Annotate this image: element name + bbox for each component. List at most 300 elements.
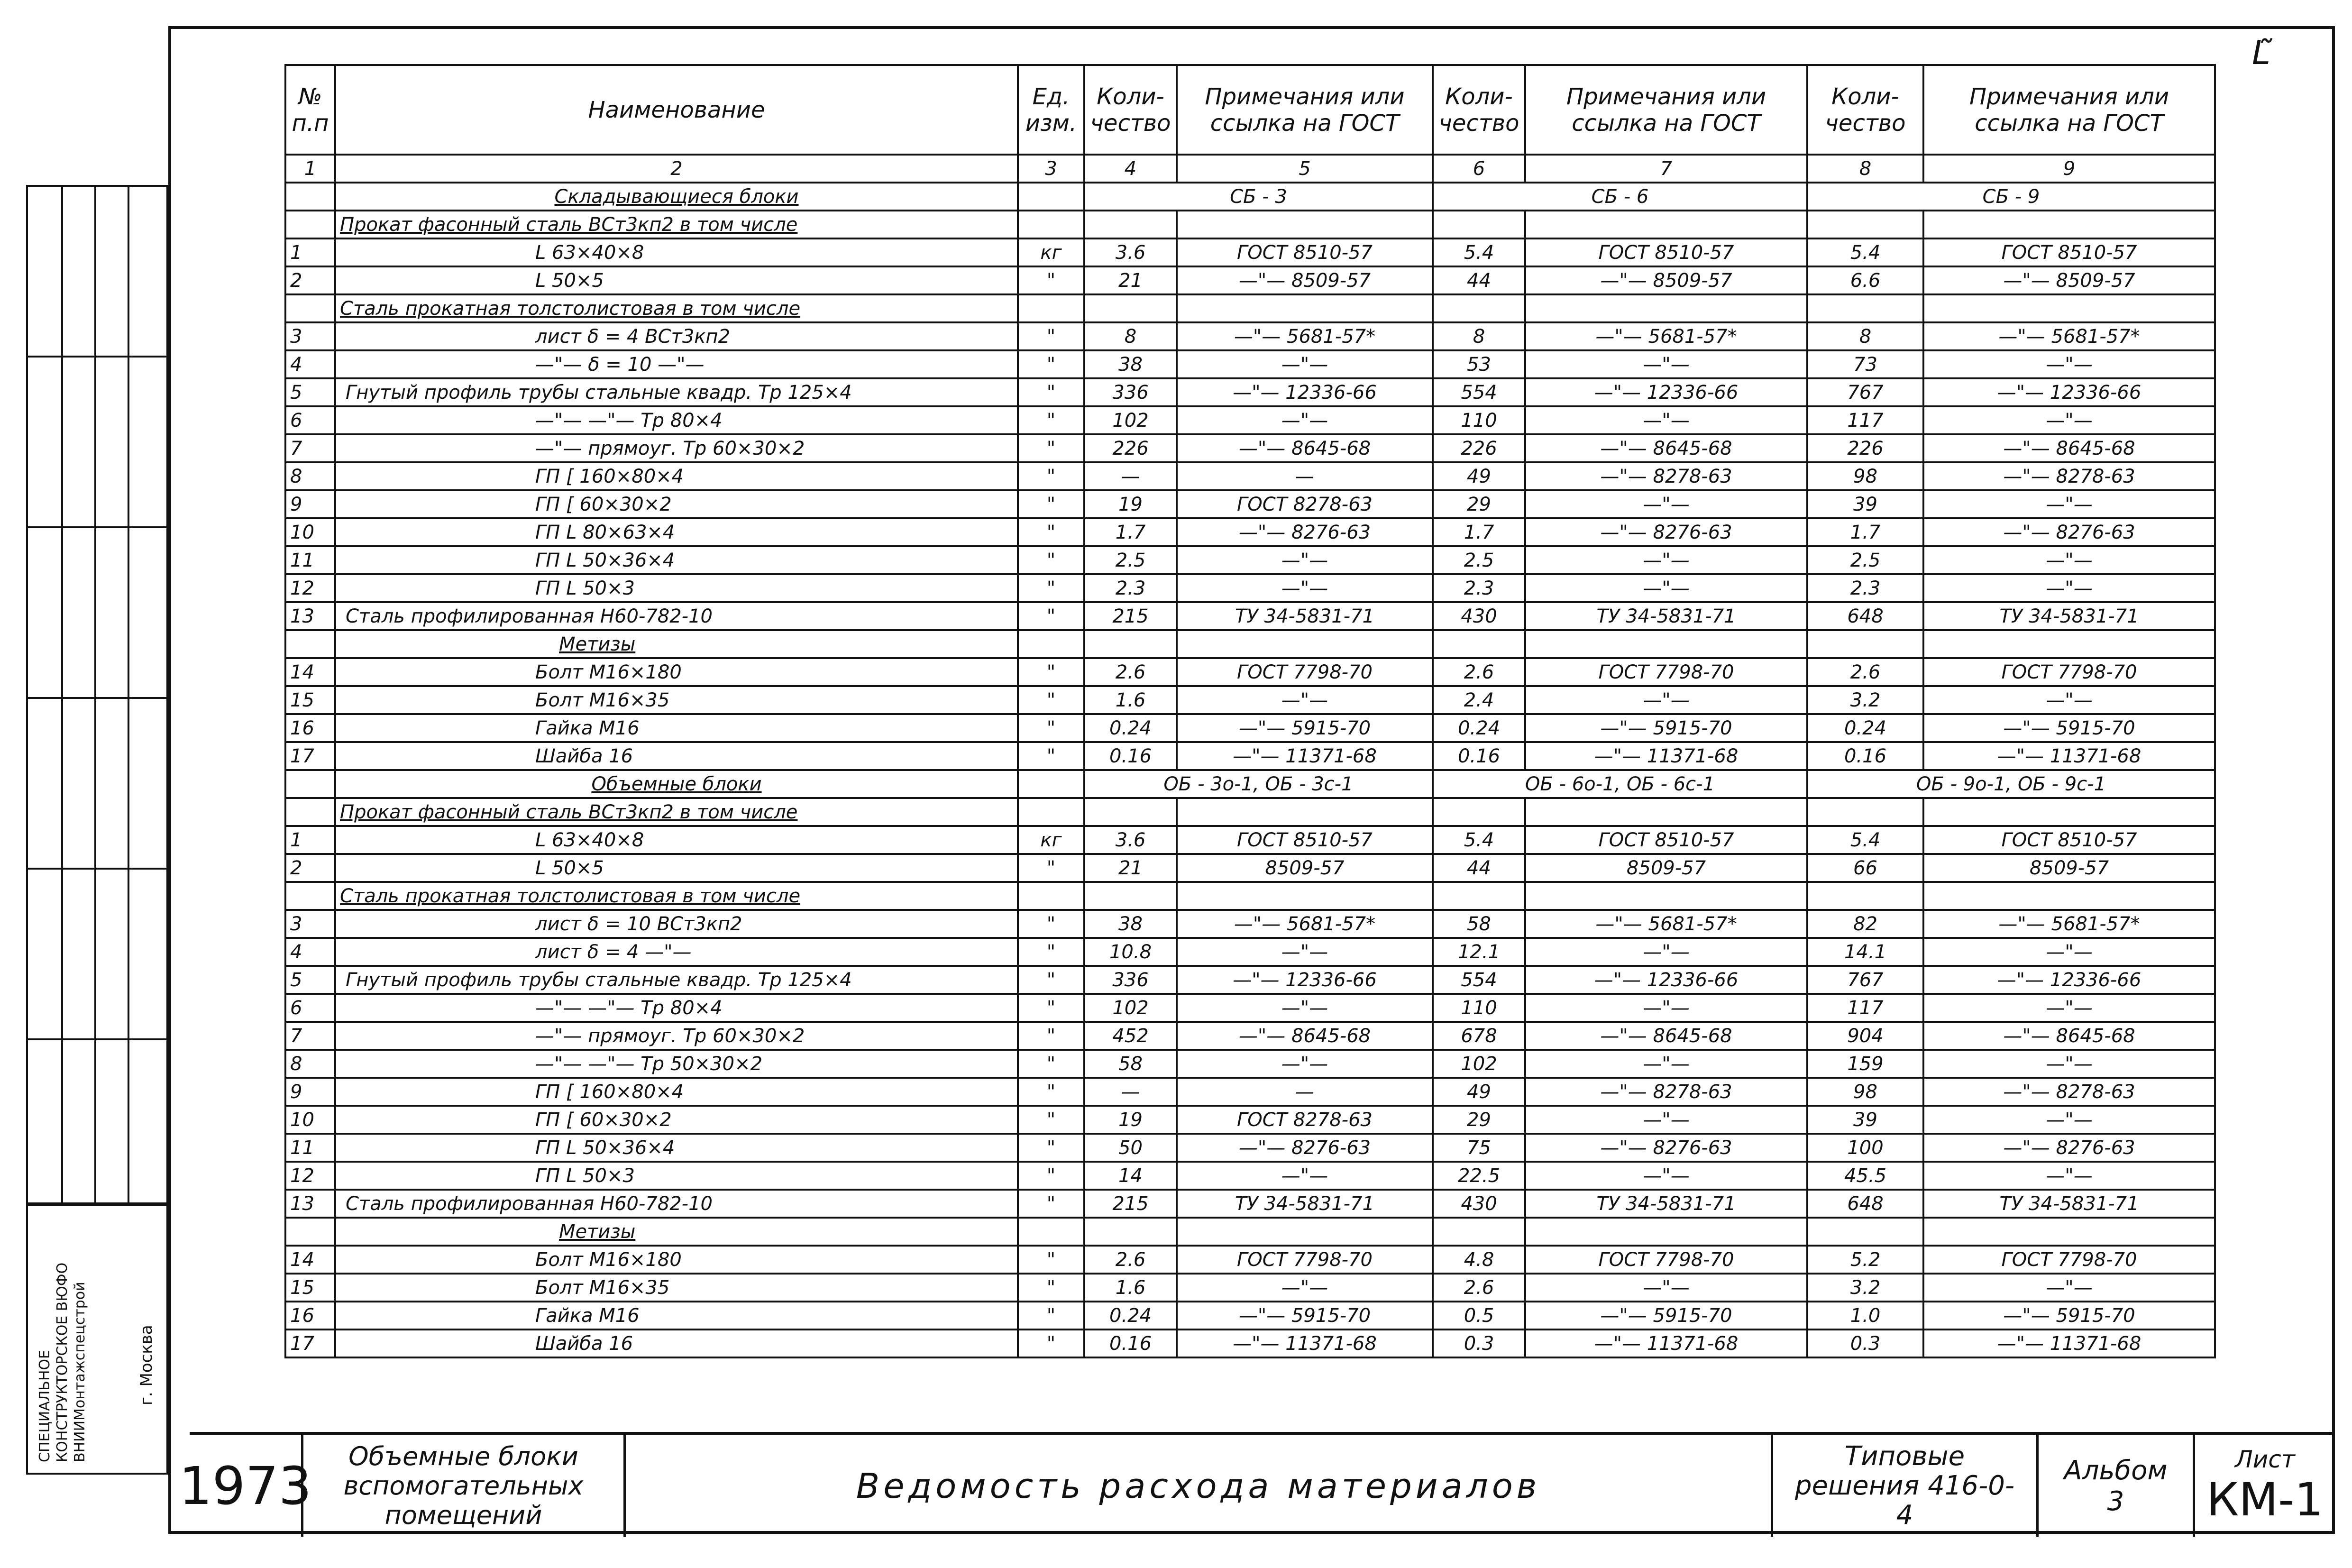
group-label-1: СБ - 3	[1084, 183, 1433, 211]
unit: "	[1018, 322, 1084, 350]
table-row	[285, 434, 2215, 462]
item-name: Шайба 16	[335, 742, 1018, 770]
item-name: Метизы	[335, 630, 1018, 658]
corner-stamp: ᒪ̃	[2252, 33, 2270, 72]
colnum: 4	[1084, 155, 1177, 183]
row-number: 8	[285, 1050, 335, 1078]
note-3: —"— 5681-57*	[1923, 910, 2215, 938]
note-1: —"— 12336-66	[1177, 378, 1433, 406]
qty-1: 336	[1084, 378, 1177, 406]
qty-2: 2.3	[1433, 574, 1525, 602]
qty-2: 102	[1433, 1050, 1525, 1078]
note-2: ТУ 34-5831-71	[1525, 602, 1807, 630]
unit: "	[1018, 686, 1084, 714]
column-number-row	[285, 155, 2215, 183]
note-1: 8509-57	[1177, 854, 1433, 882]
qty-1: 3.6	[1084, 238, 1177, 266]
group-label-3: ОБ - 9о-1, ОБ - 9с-1	[1807, 770, 2215, 798]
qty-3: 39	[1807, 1106, 1923, 1134]
materials-table	[284, 64, 2216, 1358]
qty-3: 2.5	[1807, 546, 1923, 574]
table-row	[285, 1106, 2215, 1134]
qty-1: 452	[1084, 1022, 1177, 1050]
table-row	[285, 462, 2215, 490]
title-document: Ведомость расхода материалов	[626, 1435, 1773, 1537]
row-number: 12	[285, 574, 335, 602]
qty-1	[1084, 882, 1177, 910]
unit: "	[1018, 994, 1084, 1022]
header-qty-2: Коли-чество	[1433, 65, 1525, 155]
qty-2: 5.4	[1433, 826, 1525, 854]
qty-3: 3.2	[1807, 686, 1923, 714]
table-row	[285, 882, 2215, 910]
note-2: —"— 5681-57*	[1525, 322, 1807, 350]
qty-3	[1807, 1218, 1923, 1246]
left-stamp-strip	[26, 185, 168, 1475]
unit: "	[1018, 602, 1084, 630]
table-row	[285, 714, 2215, 742]
note-1: —"— 8509-57	[1177, 266, 1433, 294]
note-2: —"—	[1525, 1106, 1807, 1134]
unit: "	[1018, 1078, 1084, 1106]
qty-3: 226	[1807, 434, 1923, 462]
item-name: Гнутый профиль трубы стальные квадр. Тр 125×4	[335, 966, 1018, 994]
qty-3: 8	[1807, 322, 1923, 350]
note-3: —"—	[1923, 350, 2215, 378]
unit: "	[1018, 406, 1084, 434]
qty-2: 53	[1433, 350, 1525, 378]
unit: кг	[1018, 238, 1084, 266]
note-1: ГОСТ 8510-57	[1177, 826, 1433, 854]
unit: "	[1018, 546, 1084, 574]
group-label-3: СБ - 9	[1807, 183, 2215, 211]
note-1: —"— 8276-63	[1177, 1134, 1433, 1162]
row-number: 11	[285, 546, 335, 574]
note-1: —"— 8645-68	[1177, 434, 1433, 462]
item-name: Сталь прокатная толстолистовая в том числе	[335, 882, 1018, 910]
unit: "	[1018, 1050, 1084, 1078]
colnum: 8	[1807, 155, 1923, 183]
colnum: 7	[1525, 155, 1807, 183]
unit: "	[1018, 658, 1084, 686]
item-name: Гайка М16	[335, 714, 1018, 742]
qty-2: 2.5	[1433, 546, 1525, 574]
org-line-3: ВНИИМонтажспецстрой	[72, 1282, 88, 1462]
note-1: —"— 5915-70	[1177, 714, 1433, 742]
note-1	[1177, 211, 1433, 238]
row-number: 7	[285, 434, 335, 462]
qty-1: 215	[1084, 1190, 1177, 1218]
note-1: —"— 8645-68	[1177, 1022, 1433, 1050]
qty-1	[1084, 798, 1177, 826]
unit: "	[1018, 462, 1084, 490]
unit: "	[1018, 490, 1084, 518]
stamp-row-lines	[26, 185, 168, 1204]
organization-block	[26, 1204, 168, 1475]
note-3: —"—	[1923, 1162, 2215, 1190]
item-name: ГП [ 160×80×4	[335, 1078, 1018, 1106]
note-1	[1177, 630, 1433, 658]
qty-2: 1.7	[1433, 518, 1525, 546]
note-3: ТУ 34-5831-71	[1923, 1190, 2215, 1218]
item-name: Болт М16×35	[335, 686, 1018, 714]
qty-2	[1433, 211, 1525, 238]
qty-1: 215	[1084, 602, 1177, 630]
note-2: —"—	[1525, 490, 1807, 518]
note-3: —"— 5915-70	[1923, 714, 2215, 742]
unit	[1018, 882, 1084, 910]
title-series: Типовые решения 416-0-4	[1773, 1435, 2039, 1537]
note-2: —"—	[1525, 574, 1807, 602]
unit: "	[1018, 1274, 1084, 1302]
org-line-2: КОНСТРУКТОРСКОЕ ВЮФО	[54, 1262, 71, 1462]
title-object: Объемные блоки вспомогательных помещений	[303, 1435, 626, 1537]
item-name: ГП [ 160×80×4	[335, 462, 1018, 490]
table-row	[285, 798, 2215, 826]
table-row	[285, 574, 2215, 602]
qty-1: 2.5	[1084, 546, 1177, 574]
item-name: Болт М16×35	[335, 1274, 1018, 1302]
note-3	[1923, 211, 2215, 238]
table-row	[285, 826, 2215, 854]
qty-1: 14	[1084, 1162, 1177, 1190]
table-row	[285, 910, 2215, 938]
note-2: —"— 12336-66	[1525, 966, 1807, 994]
note-1	[1177, 1218, 1433, 1246]
note-1: —"—	[1177, 1050, 1433, 1078]
colnum: 2	[335, 155, 1018, 183]
qty-2: 5.4	[1433, 238, 1525, 266]
note-1: —	[1177, 1078, 1433, 1106]
note-1: —"— 5681-57*	[1177, 910, 1433, 938]
item-name: Прокат фасонный сталь ВСт3кп2 в том числе	[335, 798, 1018, 826]
section-header-row	[285, 183, 2215, 211]
table-row	[285, 1078, 2215, 1106]
note-1: —"— 11371-68	[1177, 742, 1433, 770]
qty-3: 0.16	[1807, 742, 1923, 770]
note-1: —"—	[1177, 1274, 1433, 1302]
note-1: ГОСТ 7798-70	[1177, 1246, 1433, 1274]
note-1: —"— 5681-57*	[1177, 322, 1433, 350]
note-3: —"— 5915-70	[1923, 1302, 2215, 1330]
header-note-3: Примечания или ссылка на ГОСТ	[1923, 65, 2215, 155]
unit: "	[1018, 266, 1084, 294]
row-number: 13	[285, 1190, 335, 1218]
qty-1: 38	[1084, 350, 1177, 378]
note-2: ГОСТ 7798-70	[1525, 658, 1807, 686]
note-3: —"— 8509-57	[1923, 266, 2215, 294]
note-3	[1923, 630, 2215, 658]
qty-2: 44	[1433, 854, 1525, 882]
row-number: 4	[285, 350, 335, 378]
qty-3: 5.4	[1807, 826, 1923, 854]
note-2: ТУ 34-5831-71	[1525, 1190, 1807, 1218]
row-number: 13	[285, 602, 335, 630]
row-number: 5	[285, 378, 335, 406]
note-2	[1525, 882, 1807, 910]
note-3: —"—	[1923, 546, 2215, 574]
note-2	[1525, 798, 1807, 826]
qty-3: 6.6	[1807, 266, 1923, 294]
qty-1: 0.24	[1084, 1302, 1177, 1330]
qty-3: 2.3	[1807, 574, 1923, 602]
row-number: 2	[285, 854, 335, 882]
qty-2: 44	[1433, 266, 1525, 294]
unit: "	[1018, 938, 1084, 966]
note-3: —"—	[1923, 574, 2215, 602]
qty-2: 110	[1433, 994, 1525, 1022]
qty-1: 102	[1084, 994, 1177, 1022]
table-row	[285, 686, 2215, 714]
title-sheet	[2195, 1435, 2335, 1537]
note-2: —"— 11371-68	[1525, 1330, 1807, 1357]
item-name: лист δ = 10 ВСт3кп2	[335, 910, 1018, 938]
qty-2	[1433, 882, 1525, 910]
colnum: 9	[1923, 155, 2215, 183]
item-name: ГП L 50×3	[335, 1162, 1018, 1190]
note-2	[1525, 1218, 1807, 1246]
qty-1	[1084, 1218, 1177, 1246]
item-name: —"— —"— Тр 80×4	[335, 406, 1018, 434]
note-3: —"—	[1923, 490, 2215, 518]
section-header-row	[285, 770, 2215, 798]
note-3: ГОСТ 7798-70	[1923, 1246, 2215, 1274]
table-row	[285, 658, 2215, 686]
table-row	[285, 1330, 2215, 1357]
note-3: —"— 11371-68	[1923, 1330, 2215, 1357]
unit	[1018, 294, 1084, 322]
colnum: 3	[1018, 155, 1084, 183]
note-1: ТУ 34-5831-71	[1177, 602, 1433, 630]
materials-table-container	[284, 64, 2216, 1358]
group-label-2: ОБ - 6о-1, ОБ - 6с-1	[1433, 770, 1807, 798]
table-row	[285, 1134, 2215, 1162]
qty-2: 110	[1433, 406, 1525, 434]
item-name: ГП L 80×63×4	[335, 518, 1018, 546]
qty-3: 39	[1807, 490, 1923, 518]
qty-2: 0.16	[1433, 742, 1525, 770]
note-2: —"—	[1525, 406, 1807, 434]
qty-1: 38	[1084, 910, 1177, 938]
qty-2: 2.6	[1433, 658, 1525, 686]
qty-3: 648	[1807, 1190, 1923, 1218]
table-row	[285, 1246, 2215, 1274]
item-name: Метизы	[335, 1218, 1018, 1246]
qty-3: 66	[1807, 854, 1923, 882]
item-name: —"— δ = 10 —"—	[335, 350, 1018, 378]
note-3: —"— 8278-63	[1923, 1078, 2215, 1106]
table-row	[285, 211, 2215, 238]
qty-2: 4.8	[1433, 1246, 1525, 1274]
qty-1: 0.16	[1084, 1330, 1177, 1357]
unit: "	[1018, 518, 1084, 546]
qty-2: 2.6	[1433, 1274, 1525, 1302]
item-name: —"— прямоуг. Тр 60×30×2	[335, 434, 1018, 462]
section-title: Объемные блоки	[335, 770, 1018, 798]
note-1: —"—	[1177, 574, 1433, 602]
note-1	[1177, 798, 1433, 826]
header-row	[285, 65, 2215, 155]
note-3: —"—	[1923, 686, 2215, 714]
row-number: 4	[285, 938, 335, 966]
note-1: —"—	[1177, 686, 1433, 714]
qty-3: 3.2	[1807, 1274, 1923, 1302]
note-1: —"— 8276-63	[1177, 518, 1433, 546]
item-name: Сталь профилированная Н60-782-10	[335, 1190, 1018, 1218]
qty-1: 21	[1084, 854, 1177, 882]
note-3: ТУ 34-5831-71	[1923, 602, 2215, 630]
table-row	[285, 1274, 2215, 1302]
qty-1: 19	[1084, 1106, 1177, 1134]
qty-1: 10.8	[1084, 938, 1177, 966]
unit: "	[1018, 1190, 1084, 1218]
qty-2: 22.5	[1433, 1162, 1525, 1190]
qty-3: 98	[1807, 1078, 1923, 1106]
cell-blank	[285, 183, 335, 211]
note-2: —"— 8645-68	[1525, 434, 1807, 462]
qty-1: 1.7	[1084, 518, 1177, 546]
section-title: Складывающиеся блоки	[335, 183, 1018, 211]
note-1: ГОСТ 8278-63	[1177, 1106, 1433, 1134]
item-name: —"— —"— Тр 50×30×2	[335, 1050, 1018, 1078]
qty-2: 430	[1433, 602, 1525, 630]
qty-2: 430	[1433, 1190, 1525, 1218]
row-number	[285, 294, 335, 322]
item-name: Прокат фасонный сталь ВСт3кп2 в том числе	[335, 211, 1018, 238]
note-3	[1923, 1218, 2215, 1246]
note-1: —"—	[1177, 938, 1433, 966]
note-2: —"—	[1525, 350, 1807, 378]
qty-1: —	[1084, 462, 1177, 490]
qty-2: 49	[1433, 1078, 1525, 1106]
qty-2: 554	[1433, 966, 1525, 994]
item-name: L 63×40×8	[335, 238, 1018, 266]
row-number	[285, 211, 335, 238]
row-number: 10	[285, 1106, 335, 1134]
table-row	[285, 518, 2215, 546]
qty-1	[1084, 294, 1177, 322]
note-1: —"— 12336-66	[1177, 966, 1433, 994]
note-3: —"— 8645-68	[1923, 1022, 2215, 1050]
unit	[1018, 1218, 1084, 1246]
unit: "	[1018, 854, 1084, 882]
note-1	[1177, 882, 1433, 910]
row-number: 8	[285, 462, 335, 490]
note-3: —"— 8278-63	[1923, 462, 2215, 490]
table-row	[285, 742, 2215, 770]
note-3: —"— 5681-57*	[1923, 322, 2215, 350]
note-3: —"—	[1923, 1106, 2215, 1134]
item-name: Болт М16×180	[335, 1246, 1018, 1274]
qty-2: 0.5	[1433, 1302, 1525, 1330]
qty-1: 336	[1084, 966, 1177, 994]
org-line-1: СПЕЦИАЛЬНОЕ	[37, 1350, 53, 1462]
unit: "	[1018, 1162, 1084, 1190]
header-qty-1: Коли-чество	[1084, 65, 1177, 155]
unit: "	[1018, 1106, 1084, 1134]
qty-3: 100	[1807, 1134, 1923, 1162]
note-3: —"— 8645-68	[1923, 434, 2215, 462]
row-number: 17	[285, 742, 335, 770]
item-name: L 50×5	[335, 266, 1018, 294]
unit: "	[1018, 350, 1084, 378]
note-2: —"— 8278-63	[1525, 462, 1807, 490]
note-2: —"— 5681-57*	[1525, 910, 1807, 938]
table-row	[285, 1218, 2215, 1246]
album-label: Альбом	[2064, 1455, 2168, 1486]
qty-1: 102	[1084, 406, 1177, 434]
unit: "	[1018, 434, 1084, 462]
title-block	[179, 1432, 2335, 1537]
row-number: 1	[285, 826, 335, 854]
qty-3	[1807, 798, 1923, 826]
cell-blank	[1018, 183, 1084, 211]
qty-3	[1807, 882, 1923, 910]
item-name: лист δ = 4 —"—	[335, 938, 1018, 966]
note-1: —"—	[1177, 406, 1433, 434]
qty-2: 29	[1433, 490, 1525, 518]
qty-3: 767	[1807, 378, 1923, 406]
row-number: 17	[285, 1330, 335, 1357]
qty-3: 767	[1807, 966, 1923, 994]
note-1: —"—	[1177, 350, 1433, 378]
qty-2: 226	[1433, 434, 1525, 462]
item-name: Сталь прокатная толстолистовая в том числе	[335, 294, 1018, 322]
qty-2: 678	[1433, 1022, 1525, 1050]
qty-3: 1.0	[1807, 1302, 1923, 1330]
qty-3: 98	[1807, 462, 1923, 490]
row-number: 3	[285, 322, 335, 350]
section-volume-blocks	[285, 770, 2215, 1357]
qty-3: 648	[1807, 602, 1923, 630]
qty-3	[1807, 294, 1923, 322]
qty-1: 1.6	[1084, 686, 1177, 714]
table-row	[285, 490, 2215, 518]
item-name: лист δ = 4 ВСт3кп2	[335, 322, 1018, 350]
note-2: —"—	[1525, 686, 1807, 714]
qty-2	[1433, 294, 1525, 322]
table-row	[285, 350, 2215, 378]
qty-3: 0.3	[1807, 1330, 1923, 1357]
note-3: —"— 11371-68	[1923, 742, 2215, 770]
note-3: —"— 8276-63	[1923, 518, 2215, 546]
qty-3: 159	[1807, 1050, 1923, 1078]
item-name: ГП [ 60×30×2	[335, 1106, 1018, 1134]
qty-2	[1433, 1218, 1525, 1246]
note-1: ГОСТ 7798-70	[1177, 658, 1433, 686]
qty-3: 82	[1807, 910, 1923, 938]
note-2: —"—	[1525, 1050, 1807, 1078]
sheet-label: Лист	[2235, 1445, 2295, 1473]
note-3: —"—	[1923, 938, 2215, 966]
qty-1: 2.6	[1084, 1246, 1177, 1274]
table-row	[285, 630, 2215, 658]
row-number: 14	[285, 658, 335, 686]
unit: "	[1018, 1246, 1084, 1274]
note-2: —"—	[1525, 1274, 1807, 1302]
note-3: ГОСТ 8510-57	[1923, 238, 2215, 266]
row-number: 12	[285, 1162, 335, 1190]
table-row	[285, 994, 2215, 1022]
unit: "	[1018, 1022, 1084, 1050]
qty-2: 58	[1433, 910, 1525, 938]
qty-2	[1433, 798, 1525, 826]
note-2: ГОСТ 8510-57	[1525, 826, 1807, 854]
note-2	[1525, 294, 1807, 322]
note-1: ГОСТ 8510-57	[1177, 238, 1433, 266]
qty-3: 45.5	[1807, 1162, 1923, 1190]
item-name: L 63×40×8	[335, 826, 1018, 854]
